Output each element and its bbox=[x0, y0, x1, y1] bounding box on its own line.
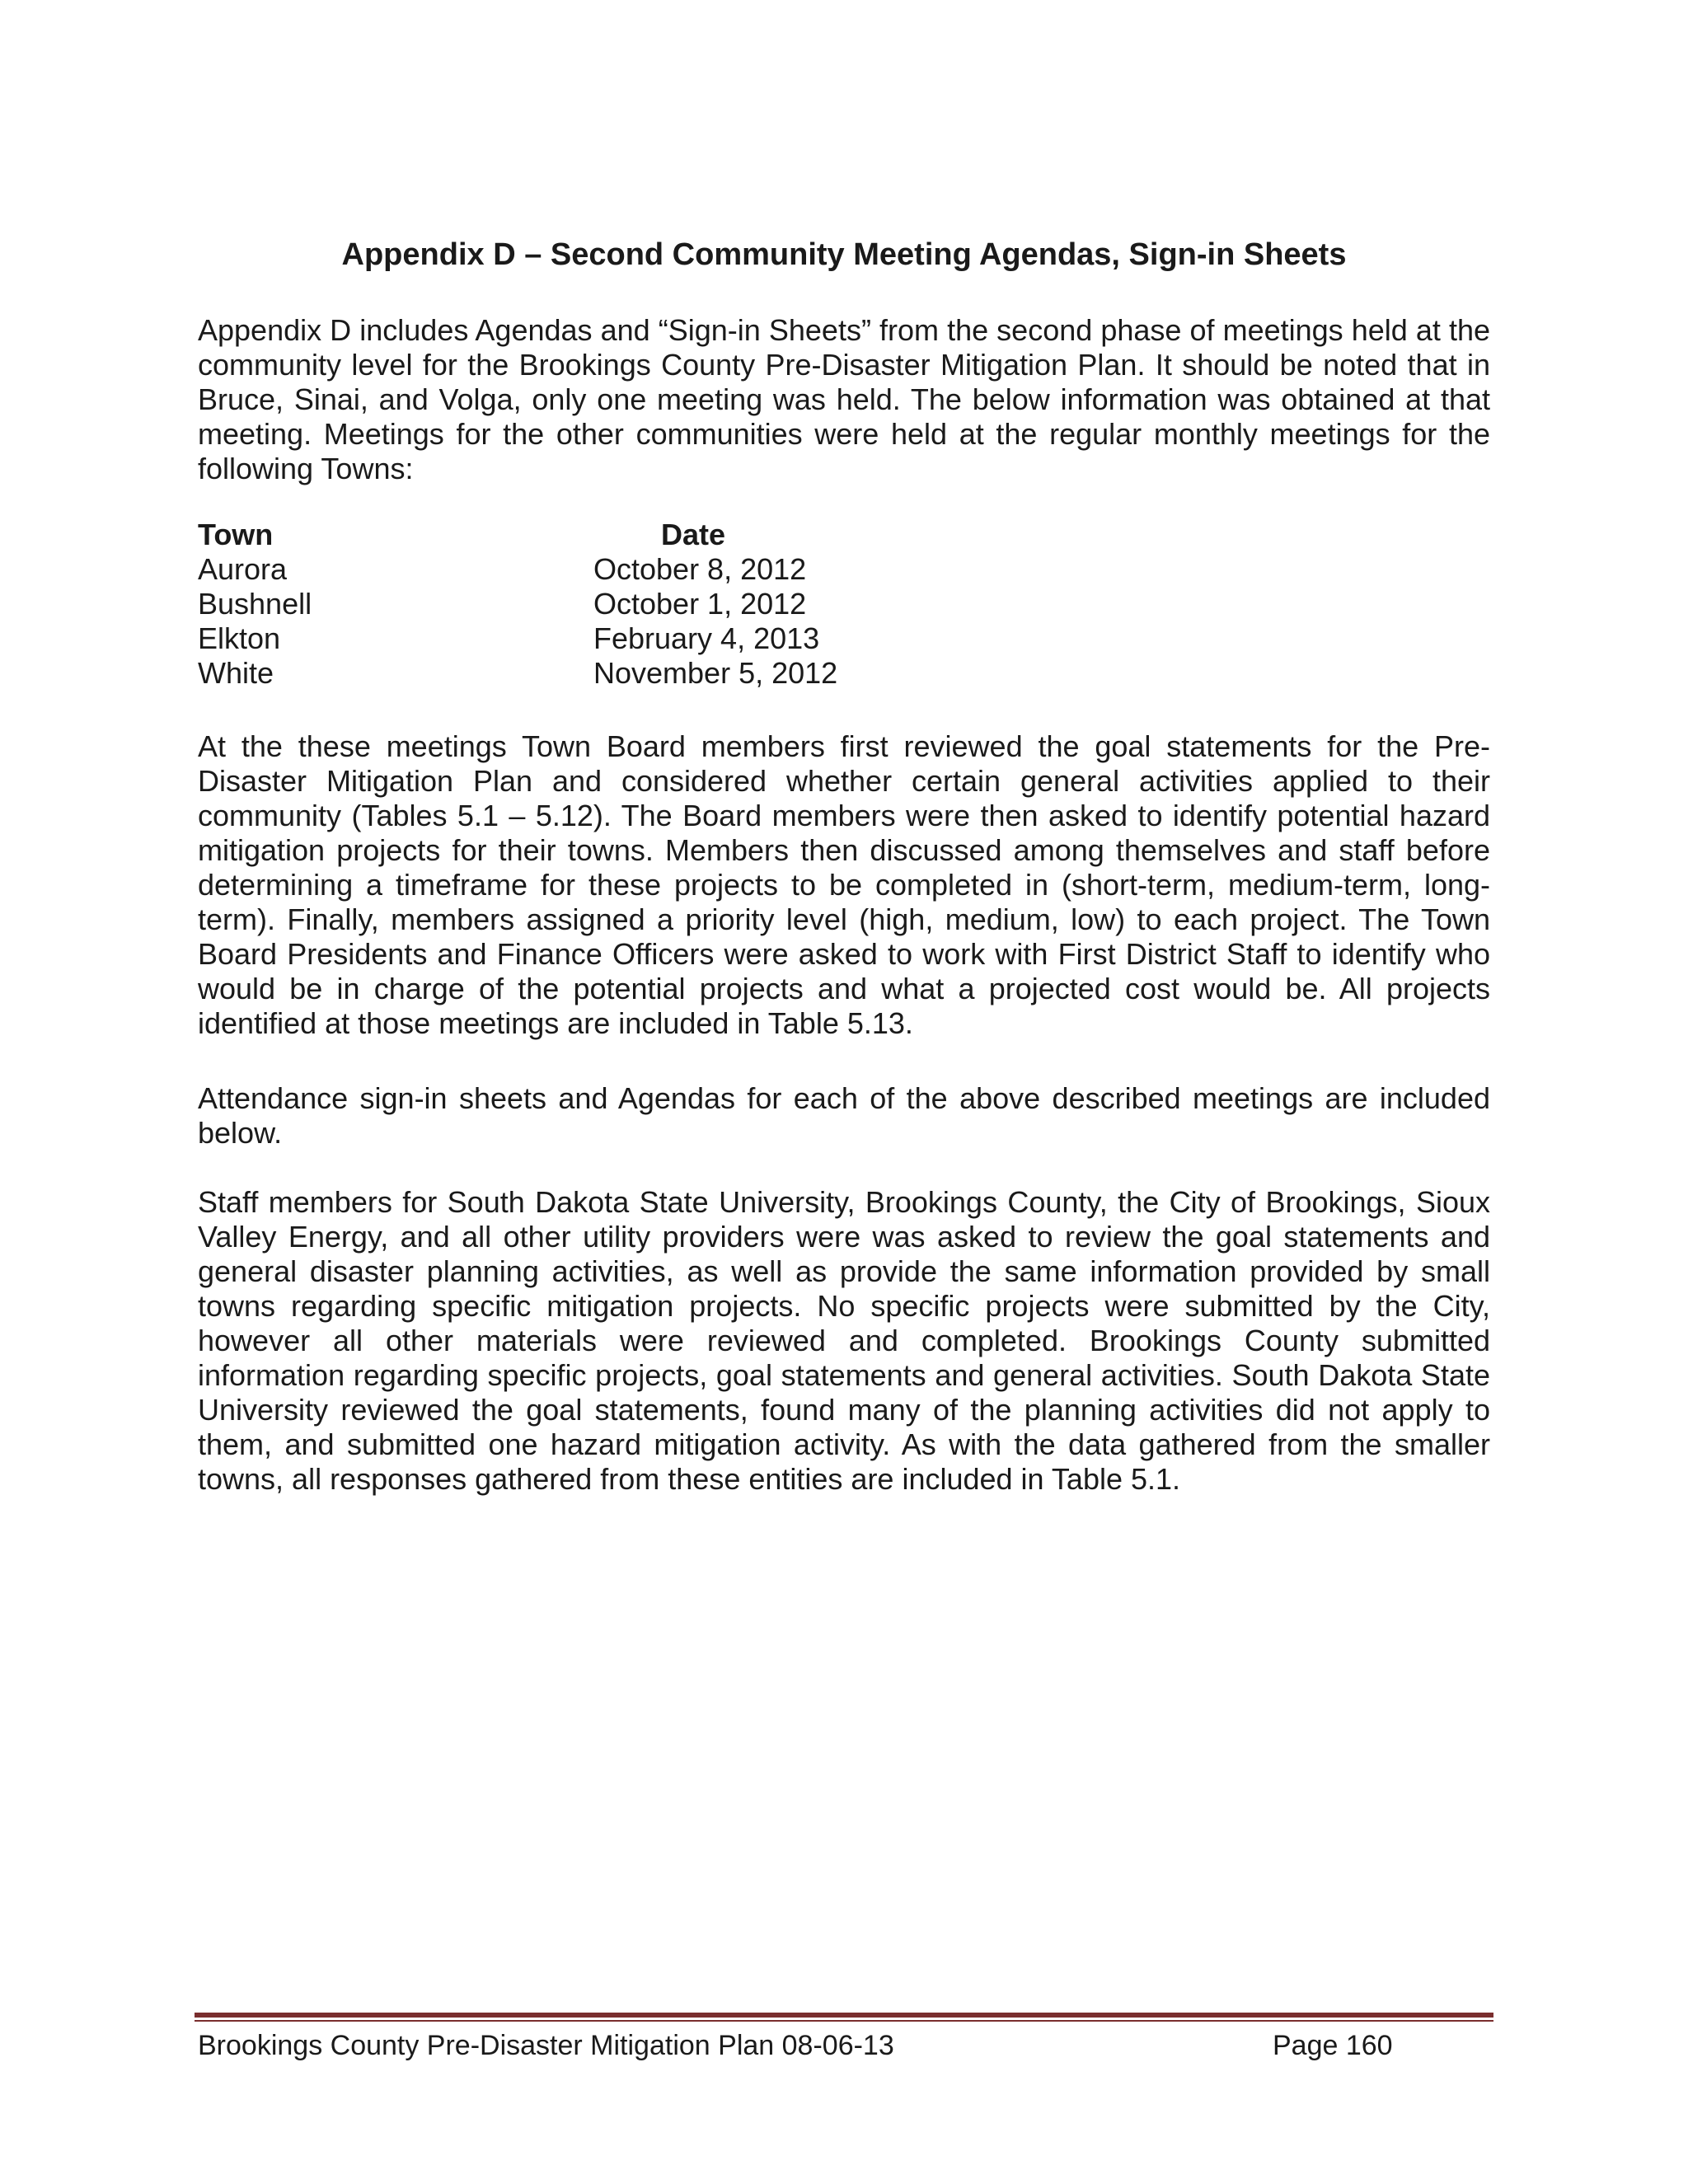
footer-document-title: Brookings County Pre-Disaster Mitigation Plan 08-06-13 bbox=[198, 2030, 894, 2061]
town-cell: Aurora bbox=[198, 552, 288, 586]
date-cell: October 8, 2012 bbox=[593, 552, 807, 586]
page-title: Appendix D – Second Community Meeting Agendas, Sign-in Sheets bbox=[341, 237, 1347, 272]
date-cell: November 5, 2012 bbox=[593, 656, 838, 690]
footer-page-number: Page 160 bbox=[1273, 2030, 1393, 2061]
attendance-paragraph: Attendance sign-in sheets and Agendas for each of the above described meetings are included below. bbox=[198, 1081, 1490, 1150]
footer-divider-thick bbox=[195, 2013, 1493, 2018]
date-cell: October 1, 2012 bbox=[593, 587, 807, 621]
town-column-header: Town bbox=[198, 518, 274, 551]
staff-paragraph: Staff members for South Dakota State University, Brookings County, the City of Brookings, Sioux Valley Energy, and all other utility providers were was asked to review the goal statements and general disaster planning activities, as well as provide the same information provided by small towns regarding specific mitigation projects. No specific projects were submitted by the City, however all other materials were reviewed and completed. Brookings County submitted information regarding specific projects, goal statements and general activities. South Dakota State University reviewed the goal statements, found many of the planning activities did not apply to them, and submitted one hazard mitigation activity. As with the data gathered from the smaller towns, all responses gathered from these entities are included in Table 5.1. bbox=[198, 1185, 1490, 1496]
date-cell: February 4, 2013 bbox=[593, 621, 820, 655]
footer-divider-thin bbox=[195, 2020, 1493, 2022]
intro-paragraph: Appendix D includes Agendas and “Sign-in Sheets” from the second phase of meetings held at the community level for the Brookings County Pre-Disaster Mitigation Plan. It should be noted that in Bruce, Sinai, and Volga, only one meeting was held. The below information was obtained at that meeting. Meetings for the other communities were held at the regular monthly meetings for the following Towns: bbox=[198, 313, 1490, 485]
town-cell: Elkton bbox=[198, 621, 281, 655]
meetings-paragraph: At the these meetings Town Board members first reviewed the goal statements for the Pre-Disaster Mitigation Plan and considered whether certain general activities applied to their community (Tables 5.1 – 5.12). The Board members were then asked to identify potential hazard mitigation projects for their towns. Members then discussed among themselves and staff before determining a timeframe for these projects to be completed in (short-term, medium-term, long-term). Finally, members assigned a priority level (high, medium, low) to each project. The Town Board Presidents and Finance Officers were asked to work with First District Staff to identify who would be in charge of the potential projects and what a projected cost would be. All projects identified at those meetings are included in Table 5.13. bbox=[198, 729, 1490, 1040]
town-cell: White bbox=[198, 656, 274, 690]
date-column-header: Date bbox=[661, 518, 726, 551]
town-cell: Bushnell bbox=[198, 587, 312, 621]
